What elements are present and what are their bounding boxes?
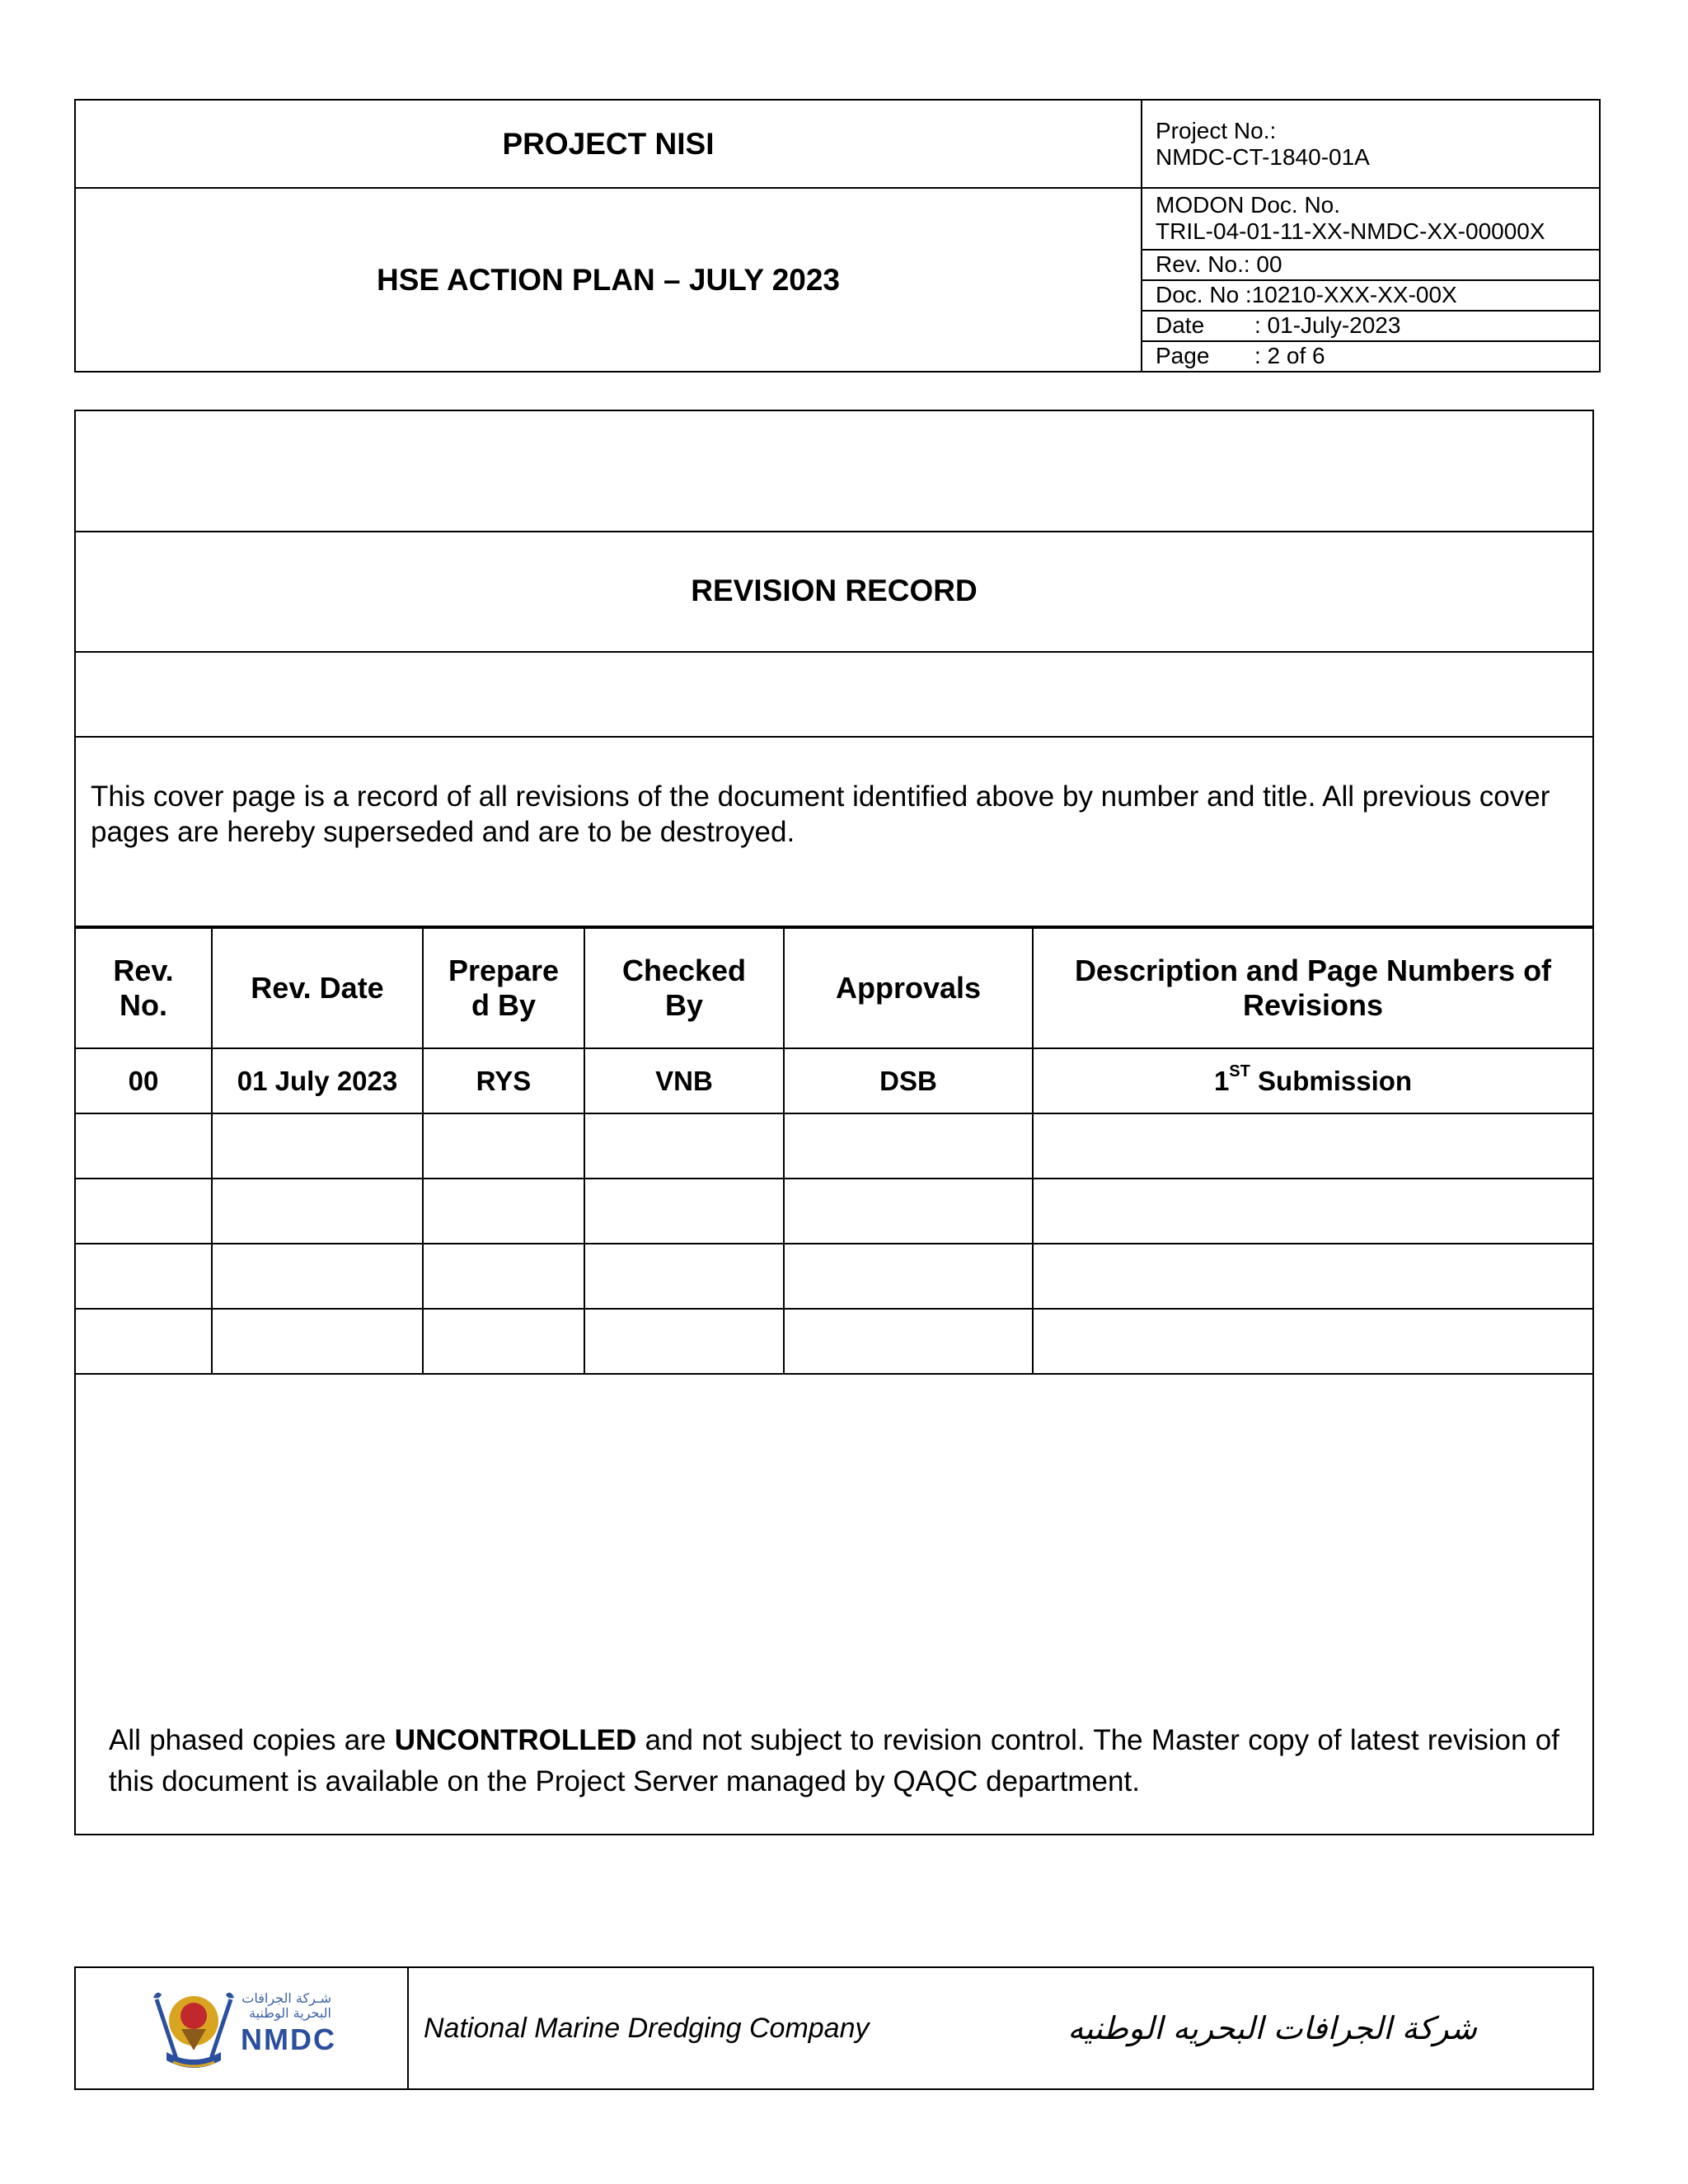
logo-arabic-text: شـركة الجرافات البحرية الوطنية: [241, 1990, 331, 2021]
table-row: [75, 1244, 1593, 1309]
company-name-arabic: شركة الجرافات البحريه الوطنيه: [962, 1967, 1593, 2089]
page-cell: [1142, 341, 1600, 372]
cell-checked-by: VNB: [584, 1048, 784, 1113]
revision-record-box: [74, 410, 1594, 1835]
company-name-english: National Marine Dredging Company: [408, 1967, 962, 2089]
revision-number: Rev. No.: 00: [1142, 250, 1600, 280]
page-label: Page: [1156, 343, 1210, 369]
revision-table-header: [75, 928, 1593, 1048]
date-label: Date: [1156, 312, 1205, 339]
project-number-cell: [1142, 100, 1600, 188]
document-number: Doc. No :10210-XXX-XX-00X: [1142, 280, 1600, 311]
modon-doc-label: MODON Doc. No.: [1156, 192, 1341, 218]
col-approvals: Approvals: [784, 928, 1033, 1048]
cell-approvals: DSB: [784, 1048, 1033, 1113]
revision-table: [74, 927, 1594, 1375]
table-row: [75, 1113, 1593, 1179]
note-suffix: and not subject to revision control. The Master copy of latest revision of this document is available on the Project Server managed by QAQC department.: [109, 1724, 1559, 1797]
table-row: [75, 1048, 1593, 1113]
cell-description: [1033, 1048, 1593, 1113]
modon-doc-number: TRIL-04-01-11-XX-NMDC-XX-00000X: [1156, 218, 1545, 245]
cell-rev-date: 01 July 2023: [212, 1048, 423, 1113]
col-prepared-by: Prepared By: [423, 928, 584, 1048]
project-number-label: Project No.:: [1156, 117, 1277, 143]
description-number: 1: [1213, 1065, 1230, 1096]
note-bold: UNCONTROLLED: [394, 1724, 637, 1756]
company-footer: [74, 1966, 1594, 2090]
project-number: NMDC-CT-1840-01A: [1156, 143, 1370, 170]
note-prefix: All phased copies are: [109, 1724, 395, 1756]
description-superscript: ST: [1229, 1062, 1250, 1080]
falcon-emblem-icon: [148, 1983, 239, 2075]
document-header: [74, 99, 1601, 373]
col-description: Description and Page Numbers of Revisions: [1033, 928, 1593, 1048]
cell-rev-no: 00: [75, 1048, 212, 1113]
cell-prepared-by: RYS: [423, 1048, 584, 1113]
company-logo-cell: [75, 1967, 408, 2089]
col-checked-by: Checked By: [584, 928, 784, 1048]
blank-band-middle: [76, 651, 1592, 738]
document-title: HSE ACTION PLAN – JULY 2023: [75, 188, 1142, 372]
nmdc-logo: [148, 1983, 363, 2075]
date-cell: [1142, 311, 1600, 341]
logo-text: NMDC: [241, 2022, 336, 2056]
project-title: PROJECT NISI: [75, 100, 1142, 188]
description-text: Submission: [1250, 1065, 1413, 1096]
table-row: [75, 1179, 1593, 1244]
col-rev-no: Rev. No.: [75, 928, 212, 1048]
col-rev-date: Rev. Date: [212, 928, 423, 1048]
modon-doc-cell: [1142, 188, 1600, 249]
revision-record-intro: This cover page is a record of all revisions of the document identified above by number and title. All previous cover pages are hereby superseded and are to be destroyed.: [76, 736, 1592, 927]
uncontrolled-copy-note: [109, 1720, 1559, 1802]
table-row: [75, 1309, 1593, 1374]
page-value: : 2 of 6: [1254, 343, 1325, 369]
revision-record-heading: REVISION RECORD: [76, 531, 1592, 653]
date-value: : 01-July-2023: [1254, 312, 1401, 339]
blank-band-top: [76, 411, 1592, 532]
